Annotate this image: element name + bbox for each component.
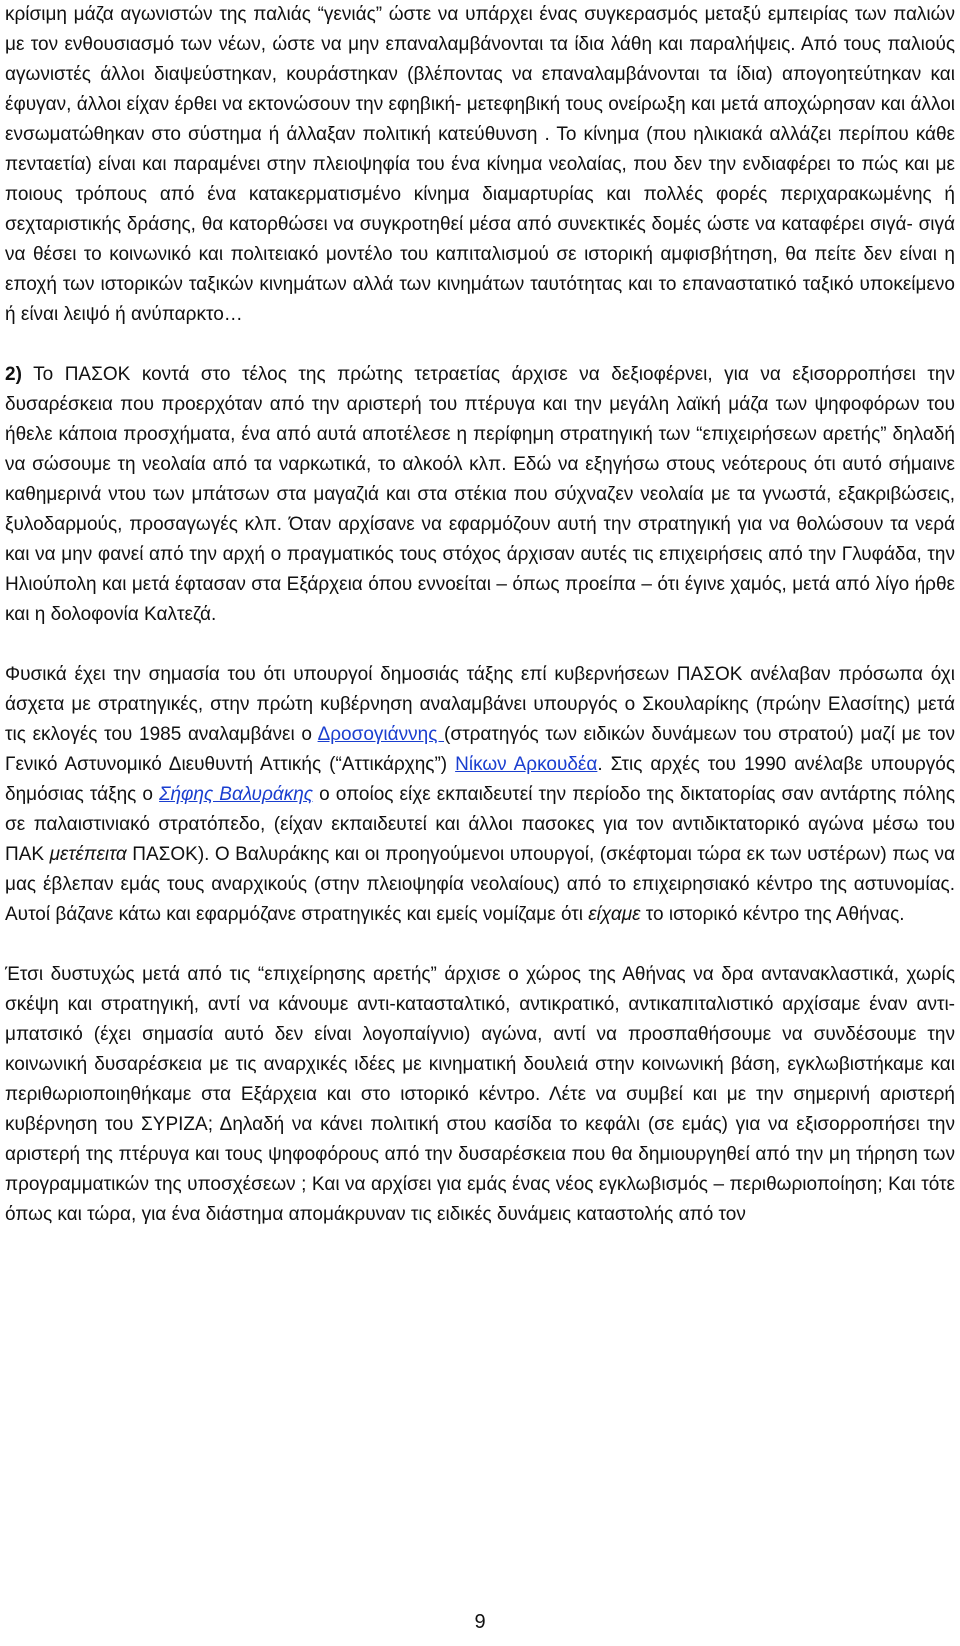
page-number: 9 xyxy=(474,1611,486,1633)
paragraph-2-number: 2) xyxy=(5,364,22,385)
paragraph-4 xyxy=(5,960,955,1230)
document-page xyxy=(5,0,955,1230)
paragraph-3-text-6: το ιστορικό κέντρο της Αθήνας. xyxy=(640,904,905,925)
paragraph-3-italic-2: είχαμε xyxy=(588,904,641,925)
paragraph-3-text-3: . Στις αρχές του 1990 ανέλαβε υπουργός δημόσιας τάξης ο xyxy=(5,754,956,805)
link-sifis-valyrakis[interactable]: Σήφης Βαλυράκης xyxy=(159,784,314,805)
paragraph-3-text-5: ΠΑΣΟΚ). Ο Βαλυράκης και οι προηγούμενοι υπουργοί, (σκέφτομαι τώρα εκ των υστέρων) πως να μας έβλεπαν εμάς τους αναρχικούς (στην πλειοψηφία νεολαίους) από το επιχειρησιακό κέντρο της αστυνομίας. Αυτοί βάζανε κάτω και εφαρμόζανε στρατηγικές και εμείς νομίζαμε ότι xyxy=(5,844,955,925)
paragraph-3-text-1: Φυσικά έχει την σημασία του ότι υπουργοί δημοσιάς τάξης επί κυβερνήσεων ΠΑΣΟΚ ανέλαβαν πρόσωπα όχι άσχετα με στρατηγικές, στην πρώτη κυβέρνηση αναλαμβάνει υπουργός ο Σκουλαρίκης (πρώην Ελασίτης) μετά τις εκλογές του 1985 αναλαμβάνει ο xyxy=(5,664,955,745)
link-drosogiannis[interactable]: Δροσογιάννης xyxy=(317,724,445,745)
link-nikon-arkoudeas[interactable]: Νίκων Αρκουδέα xyxy=(455,754,598,775)
paragraph-2-text: Το ΠΑΣΟΚ κοντά στο τέλος της πρώτης τετραετίας άρχισε να δεξιοφέρνει, για να εξισορροπήσει την δυσαρέσκεια που προερχόταν από την αριστερή του πτέρυγα και την μεγάλη λαϊκή μάζα των ψηφοφόρων του ήθελε κάποια προσχήματα, ένα από αυτά αποτέλεσε η περίφημη στρατηγική των “επιχειρήσεων αρετής” δηλαδή να σώσουμε τη νεολαία από τα ναρκωτικά, το αλκοόλ κλπ. Εδώ να εξηγήσω στους νεότερους ότι αυτό σήμαινε καθημερινά ντου των μπάτσων στα μαγαζιά και στα στέκια που σύχναζεν νεολαία με τα γνωστά, εξακριβώσεις, ξυλοδαρμούς, προσαγωγές κλπ. Όταν αρχίσανε να εφαρμόζουν αυτή την στρατηγική για να θολώσουν τα νερά και να μην φανεί από την αρχή ο πραγματικός τους στόχος άρχισαν αυτές τις επιχειρήσεις από την Γλυφάδα, την Ηλιούπολη και μετά έφτασαν στα Εξάρχεια όπου εννοείται – όπως προείπα – ότι έγινε χαμός, μετά από λίγο ήρθε και η δολοφονία Καλτεζά. xyxy=(5,364,955,625)
paragraph-3-text-2: (στρατηγός των ειδικών δυνάμεων του στρατού) μαζί με τον Γενικό Αστυνομικό Διευθυντή Αττικής (“Αττικάρχης”) xyxy=(5,724,956,775)
paragraph-3 xyxy=(5,660,955,930)
paragraph-3-text-4: ο οποίος είχε εκπαιδευτεί την περίοδο της δικτατορίας σαν αντάρτης πόλης σε παλαιστινιακό στρατόπεδο, (είχαν εκπαιδευτεί και άλλοι πασοκες για τον αντιδικτατορικό αγώνα μέσω του ΠΑΚ xyxy=(5,784,955,865)
paragraph-1 xyxy=(5,0,955,330)
paragraph-3-italic-1: μετέπειτα xyxy=(49,844,127,865)
paragraph-1-text: κρίσιμη μάζα αγωνιστών της παλιάς “γενιάς” ώστε να υπάρχει ένας συγκερασμός μεταξύ εμπειρίας των παλιών με τον ενθουσιασμό των νέων, ώστε να μην επαναλαμβάνονται τα ίδια λάθη και παραλήψεις. Από τους παλιούς αγωνιστές άλλοι διαψεύστηκαν, κουράστηκαν (βλέποντας να επαναλαμβάνονται τα ίδια) απογοητεύτηκαν και έφυγαν, άλλοι είχαν έρθει να εκτονώσουν την εφηβική- μετεφηβική τους ονείρωξη και μετά αποχώρησαν και άλλοι ενσωματώθηκαν στο σύστημα ή άλλαξαν πολιτική κατεύθυνση . Το κίνημα (που ηλικιακά αλλάζει περίπου κάθε πενταετία) είναι και παραμένει στην πλειοψηφία του ένα κίνημα νεολαίας, που δεν την ενδιαφέρει το πώς και με ποιους τρόπους από ένα κατακερματισμένο κίνημα διαμαρτυρίας και πολλές φορές περιχαρακωμένης ή σεχταριστικής δράσης, θα κατορθώσει να συγκροτηθεί μέσα από συνεκτικές δομές ώστε να καταφέρει σιγά- σιγά να θέσει το κοινωνικό και πολιτειακό μοντέλο του καπιταλισμού σε ιστορική αμφισβήτηση, θα πείτε δεν είναι η εποχή των ιστορικών ταξικών κινημάτων αλλά των κινημάτων ταυτότητας και το επαναστατικό ταξικό υποκείμενο ή είναι λειψό ή ανύπαρκτο… xyxy=(5,4,955,325)
paragraph-4-text: Έτσι δυστυχώς μετά από τις “επιχείρησης αρετής” άρχισε ο χώρος της Αθήνας να δρα αντανακλαστικά, χωρίς σκέψη και στρατηγική, αντί να κάνουμε αντι-κατασταλτικό, αντικρατικό, αντικαπιταλιστικό αρχίσαμε έναν αντι-μπατσικό (έχει σημασία αυτό δεν είναι λογοπαίγνιο) αγώνα, αντί να προσπαθήσουμε να συνδέσουμε την κοινωνική δυσαρέσκεια με τις αναρχικές ιδέες με κινηματική δουλειά στην κοινωνική βάση, εγκλωβιστήκαμε και περιθωριοποιηθήκαμε στα Εξάρχεια και στο ιστορικό κέντρο. Λέτε να συμβεί και με την σημερινή αριστερή κυβέρνηση του ΣΥΡΙΖΑ; Δηλαδή να κάνει πολιτική στου κασίδα το κεφάλι (σε εμάς) για να εξισορροπήσει την αριστερή της πτέρυγα και τους ψηφοφόρους από την δυσαρέσκεια που θα δημιουργηθεί από την μη τήρηση των προγραμματικών της υποσχέσεων ; Και να αρχίσει για εμάς ένας νέος εγκλωβισμός – περιθωριοποίηση; Και τότε όπως και τώρα, για ένα διάστημα απομάκρυναν τις ειδικές δυνάμεις καταστολής από τον xyxy=(5,964,955,1225)
paragraph-2 xyxy=(5,360,955,630)
